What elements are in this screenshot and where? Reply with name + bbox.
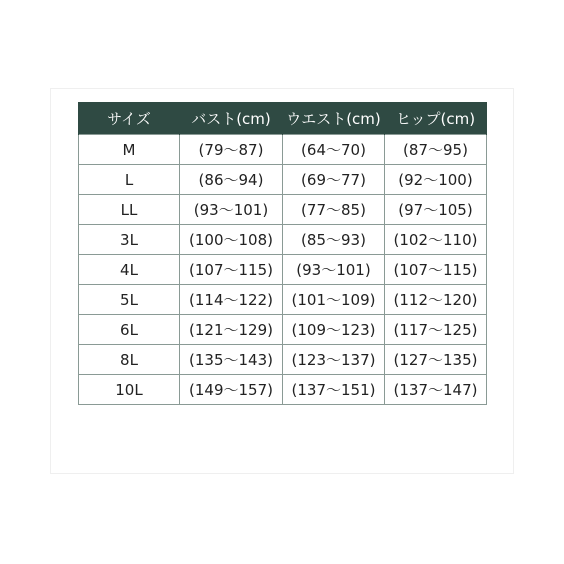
- waist-cell: (77～85): [283, 195, 385, 225]
- hip-cell: (102～110): [385, 225, 487, 255]
- header-row: [79, 102, 487, 135]
- table-row: [79, 285, 487, 315]
- waist-cell: (85～93): [283, 225, 385, 255]
- size-cell: M: [79, 135, 180, 165]
- header-bust: バスト(cm): [180, 102, 283, 135]
- hip-cell: (107～115): [385, 255, 487, 285]
- size-cell: 10L: [79, 375, 180, 405]
- hip-cell: (87～95): [385, 135, 487, 165]
- size-cell: 4L: [79, 255, 180, 285]
- table-row: [79, 255, 487, 285]
- header-size: サイズ: [79, 102, 180, 135]
- size-cell: 5L: [79, 285, 180, 315]
- table-row: [79, 135, 487, 165]
- table-row: [79, 315, 487, 345]
- bust-cell: (149～157): [180, 375, 283, 405]
- hip-cell: (97～105): [385, 195, 487, 225]
- size-cell: 8L: [79, 345, 180, 375]
- size-cell: L: [79, 165, 180, 195]
- size-cell: LL: [79, 195, 180, 225]
- header-hip: ヒップ(cm): [385, 102, 487, 135]
- waist-cell: (101～109): [283, 285, 385, 315]
- bust-cell: (86～94): [180, 165, 283, 195]
- bust-cell: (135～143): [180, 345, 283, 375]
- table-row: [79, 375, 487, 405]
- waist-cell: (69～77): [283, 165, 385, 195]
- waist-cell: (64～70): [283, 135, 385, 165]
- waist-cell: (123～137): [283, 345, 385, 375]
- bust-cell: (121～129): [180, 315, 283, 345]
- bust-cell: (93～101): [180, 195, 283, 225]
- table-row: [79, 225, 487, 255]
- waist-cell: (109～123): [283, 315, 385, 345]
- bust-cell: (100～108): [180, 225, 283, 255]
- table-row: [79, 195, 487, 225]
- waist-cell: (137～151): [283, 375, 385, 405]
- size-cell: 3L: [79, 225, 180, 255]
- hip-cell: (137～147): [385, 375, 487, 405]
- table-row: [79, 165, 487, 195]
- hip-cell: (92～100): [385, 165, 487, 195]
- hip-cell: (112～120): [385, 285, 487, 315]
- bust-cell: (107～115): [180, 255, 283, 285]
- header-waist: ウエスト(cm): [283, 102, 385, 135]
- size-cell: 6L: [79, 315, 180, 345]
- waist-cell: (93～101): [283, 255, 385, 285]
- table-row: [79, 345, 487, 375]
- hip-cell: (117～125): [385, 315, 487, 345]
- bust-cell: (114～122): [180, 285, 283, 315]
- bust-cell: (79～87): [180, 135, 283, 165]
- size-chart-table: [78, 102, 487, 405]
- hip-cell: (127～135): [385, 345, 487, 375]
